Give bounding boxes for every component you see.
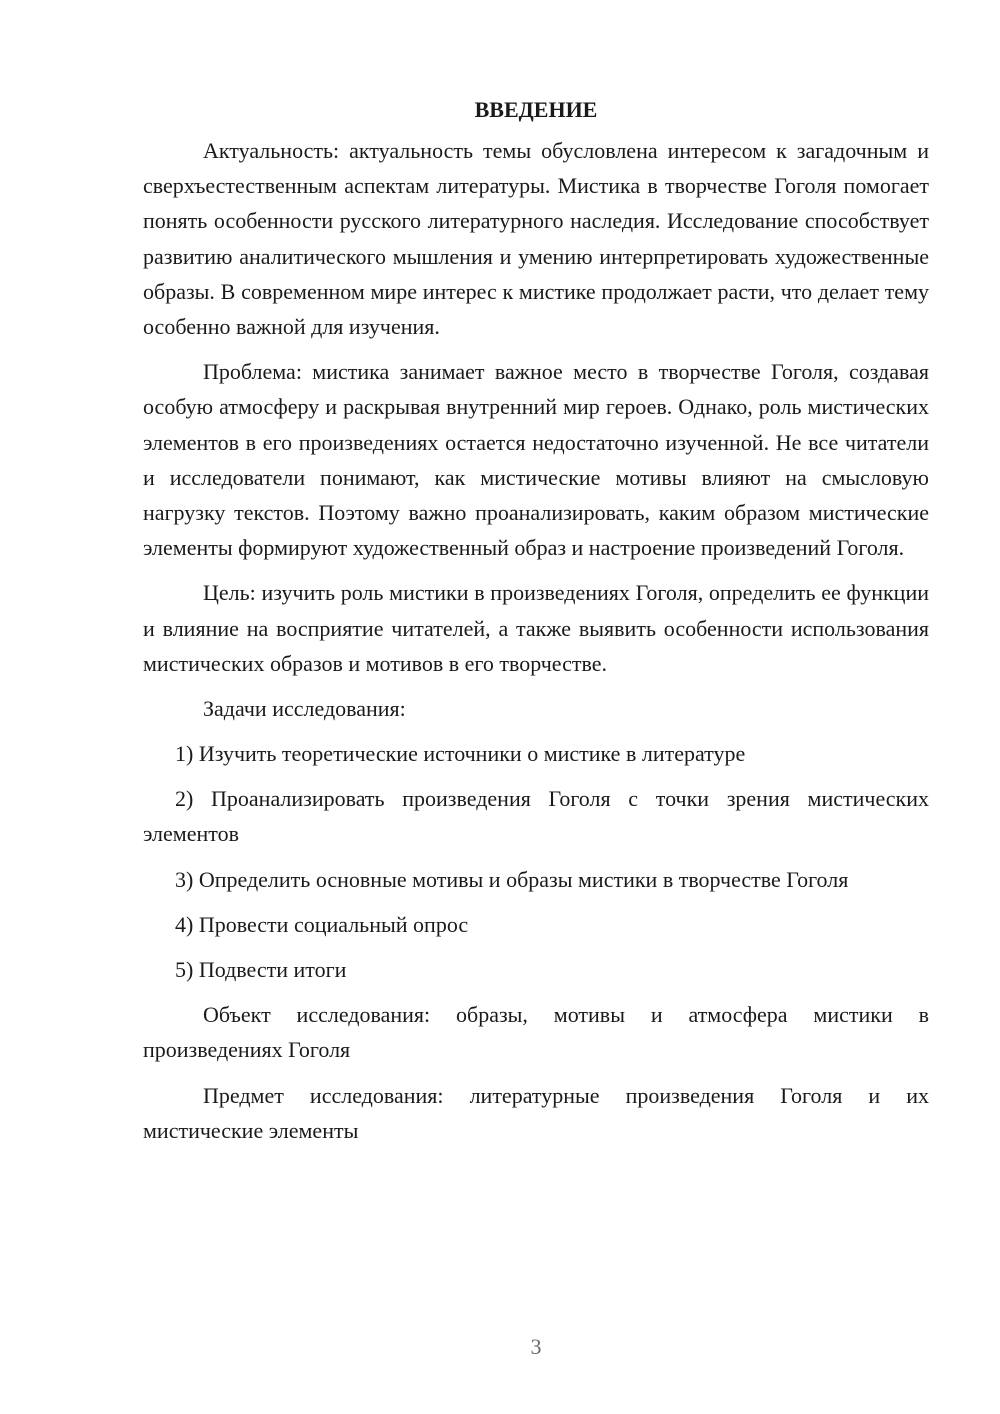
page-content [143,92,929,1158]
task-item: 5) Подвести итоги [175,957,347,983]
task-item: 2) Проанализировать произведения Гоголя с точки зрения мистических элементов [143,786,929,847]
subject-paragraph: Предмет исследования: литературные произведения Гоголя и их мистические элементы [143,1082,929,1143]
tasks-heading: Задачи исследования: [203,696,406,722]
section-heading: ВВЕДЕНИЕ [474,97,598,122]
task-item: 4) Провести социальный опрос [175,911,469,937]
goal-paragraph: Цель: изучить роль мистики в произведениях Гоголя, определить ее функции и влияние на восприятие читателей, а также выявить особенности использования мистических образов и мотивов в его творчестве. [143,580,929,676]
task-item: 3) Определить основные мотивы и образы мистики в творчестве Гоголя [175,866,849,892]
problem-paragraph: Проблема: мистика занимает важное место в творчестве Гоголя, создавая особую атмосферу и раскрывая внутренний мир героев. Однако, роль мистических элементов в его произведениях остается недостаточно изученной. Не все читатели и исследователи понимают, как мистические мотивы влияют на смысловую нагрузку текстов. Поэтому важно проанализировать, каким образом мистические элементы формируют художественный образ и настроение произведений Гоголя. [143,359,929,561]
task-item: 1) Изучить теоретические источники о мистике в литературе [175,741,746,767]
relevance-paragraph: Актуальность: актуальность темы обусловлена интересом к загадочным и сверхъестественным аспектам литературы. Мистика в творчестве Гоголя помогает понять особенности русского литературного наследия. Исследование способствует развитию аналитического мышления и умению интерпретировать художественные образы. В современном мире интерес к мистике продолжает расти, что делает тему особенно важной для изучения. [143,138,929,340]
page-number: 3 [530,1334,542,1359]
object-paragraph: Объект исследования: образы, мотивы и атмосфера мистики в произведениях Гоголя [143,1002,929,1063]
